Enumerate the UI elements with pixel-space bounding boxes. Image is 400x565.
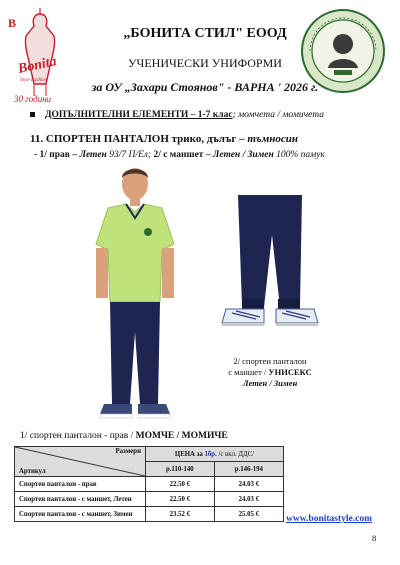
logo-small-text: Style Fashion: [20, 78, 48, 83]
caption-cuffed-line1: 2/ спортен панталон: [233, 356, 307, 366]
item-description: [34, 150, 396, 160]
size-col-1: р.110-140: [146, 462, 215, 477]
section-bullet: [30, 110, 390, 120]
price-header-c: /с вкл. ДДС/: [216, 450, 255, 458]
table-row: [15, 492, 284, 507]
sizes-label: Размери: [115, 448, 141, 455]
table-corner-cell: [15, 447, 146, 477]
caption-cuffed: [208, 356, 332, 389]
page-number: 8: [372, 533, 377, 543]
desc-part-f: 100% памук: [273, 150, 325, 160]
desc-part-d: 2/ с маншет –: [153, 150, 213, 160]
row-price-2: 24.03 €: [214, 477, 283, 492]
item-title: [30, 133, 390, 145]
section-audience: ; момчета / момичета: [232, 110, 324, 120]
item-color: тъмносин: [247, 133, 298, 145]
logo-letter: B: [8, 16, 17, 30]
caption-straight-b: МОМЧЕ / МОМИЧЕ: [135, 431, 228, 441]
logo-script: Bonita: [16, 54, 58, 77]
caption-cuffed-line3: Летен / Зимен: [242, 378, 298, 388]
price-table: [14, 446, 284, 522]
caption-unisex: УНИСЕКС: [268, 367, 312, 377]
price-header: [146, 447, 284, 462]
article-label: Артикул: [19, 468, 46, 475]
bullet-square-icon: [30, 112, 35, 117]
row-name: Спортен панталон - с маншет, Зимен: [15, 507, 146, 522]
photo-boy: [90, 162, 180, 427]
school-line: [60, 80, 350, 95]
logo-years: 30 години: [14, 94, 52, 104]
table-header-row: [15, 447, 284, 462]
table-row: [15, 507, 284, 522]
desc-part-b: Летен: [79, 150, 107, 160]
caption-cuffed-line2a: с маншет /: [228, 367, 269, 377]
caption-straight-a: 1/ спортен панталон - прав /: [20, 431, 136, 441]
website-link[interactable]: www.bonitastyle.com: [286, 514, 373, 524]
photo-cuffed-trousers: [220, 195, 320, 345]
size-col-2: р.146-194: [214, 462, 283, 477]
page-subtitle: УЧЕНИЧЕСКИ УНИФОРМИ: [128, 56, 282, 70]
row-price-1: 23.52 €: [146, 507, 215, 522]
caption-cuffed-line2: [208, 367, 332, 378]
school-text: за ОУ „Захари Стоянов" - ВАРНА ' 2026 г.: [91, 80, 319, 94]
price-header-a: ЦЕНА за: [174, 450, 205, 458]
item-title-main: 11. СПОРТЕН ПАНТАЛОН трико, дълъг –: [30, 133, 248, 145]
desc-part-e: Летен / Зимен: [212, 150, 274, 160]
row-price-2: 24.03 €: [214, 492, 283, 507]
row-name: Спортен панталон - прав: [15, 477, 146, 492]
row-price-1: 22.50 €: [146, 477, 215, 492]
table-row: [15, 477, 284, 492]
row-price-2: 25.05 €: [214, 507, 283, 522]
section-title: ДОПЪЛНИТЕЛНИ ЕЛЕМЕНТИ – 1-7 клас: [45, 110, 233, 120]
company-name: „БОНИТА СТИЛ" ЕООД: [123, 26, 287, 41]
row-name: Спортен панталон - с маншет, Летен: [15, 492, 146, 507]
desc-part-c: 93/7 П/Ел;: [106, 150, 154, 160]
row-price-1: 22.50 €: [146, 492, 215, 507]
caption-straight: [20, 431, 350, 441]
desc-part-a: - 1/ прав –: [34, 150, 80, 160]
price-header-b: 1бр.: [204, 450, 217, 458]
